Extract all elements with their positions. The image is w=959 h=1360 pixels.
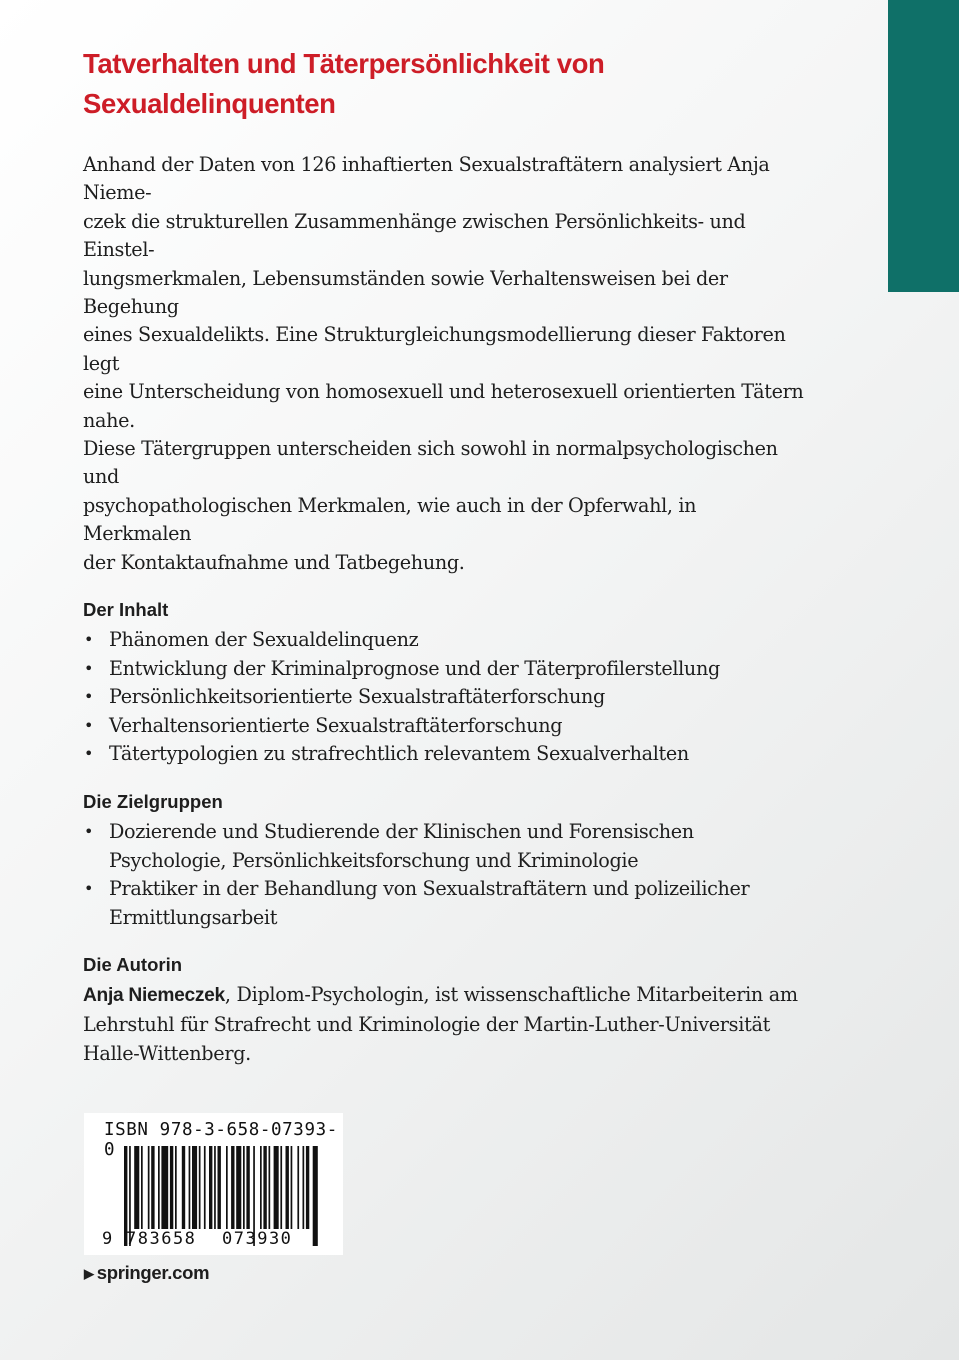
isbn-barcode bbox=[84, 1113, 343, 1255]
bullet-icon: • bbox=[84, 879, 94, 899]
intro-line: eine Unterscheidung von homosexuell und heterosexuell orientierten Tätern nahe. bbox=[83, 380, 804, 432]
back-cover-content bbox=[83, 44, 808, 1068]
list-item: • Tätertypologien zu strafrechtlich relevantem Sexualverhalten bbox=[83, 740, 808, 769]
list-item: • Phänomen der Sexualdelinquenz bbox=[83, 626, 808, 655]
bullet-icon: • bbox=[84, 630, 94, 650]
barcode-digits-right: 073930 bbox=[222, 1229, 293, 1249]
author-bio bbox=[83, 981, 808, 1068]
book-title: Tatverhalten und Täterpersönlichkeit von Sexualdelinquenten bbox=[83, 48, 605, 119]
author-bio-text: Halle-Wittenberg. bbox=[83, 1041, 251, 1065]
inhalt-heading: Der Inhalt bbox=[83, 599, 169, 621]
teal-tab-bar bbox=[888, 0, 959, 292]
bullet-icon: • bbox=[84, 658, 94, 678]
intro-line: Anhand der Daten von 126 inhaftierten Sexualstraftätern analysiert Anja Nieme- bbox=[83, 153, 770, 205]
intro-line: Diese Tätergruppen unterscheiden sich sowohl in normalpsychologischen und bbox=[83, 437, 778, 489]
list-item: • Entwicklung der Kriminalprognose und der Täterprofilerstellung bbox=[83, 655, 808, 684]
intro-line: lungsmerkmalen, Lebensumständen sowie Verhaltensweisen bei der Begehung bbox=[83, 266, 728, 319]
author-bio-text: Lehrstuhl für Strafrecht und Kriminologie der Martin-Luther-Universität bbox=[83, 1013, 771, 1037]
intro-line: der Kontaktaufnahme und Tatbegehung. bbox=[83, 550, 465, 574]
isbn-label: ISBN 978-3-658-07393-0 bbox=[104, 1120, 338, 1160]
zielgruppen-list bbox=[83, 818, 808, 932]
barcode-first-digit: 9 bbox=[102, 1229, 113, 1249]
author-name: Anja Niemeczek bbox=[83, 985, 225, 1007]
intro-paragraph bbox=[83, 151, 808, 577]
zielgruppen-heading: Die Zielgruppen bbox=[83, 791, 223, 813]
bullet-icon: • bbox=[84, 744, 94, 764]
bullet-icon: • bbox=[84, 687, 94, 707]
springer-link-text: springer.com bbox=[96, 1262, 210, 1283]
intro-line: czek die strukturellen Zusammenhänge zwischen Persönlichkeits- und Einstel- bbox=[83, 209, 746, 262]
springer-link[interactable] bbox=[84, 1262, 209, 1284]
author-bio-text: , Diplom-Psychologin, ist wissenschaftliche Mitarbeiterin am bbox=[224, 983, 798, 1007]
list-item: • Dozierende und Studierende der Klinischen und Forensischen Psychologie, Persönlichkeitsforschung und Kriminologie bbox=[84, 820, 694, 872]
list-item: • Praktiker in der Behandlung von Sexualstraftätern und polizeilicher Ermittlungsarbeit bbox=[84, 877, 750, 929]
bullet-icon: • bbox=[84, 822, 94, 842]
barcode-digits-left: 783658 bbox=[126, 1229, 197, 1249]
list-item: • Persönlichkeitsorientierte Sexualstraftäterforschung bbox=[83, 683, 808, 712]
intro-line: psychopathologischen Merkmalen, wie auch in der Opferwahl, in Merkmalen bbox=[83, 493, 697, 546]
autorin-heading: Die Autorin bbox=[83, 954, 183, 976]
arrow-right-icon: ▶ bbox=[84, 1266, 94, 1281]
barcode-bar bbox=[313, 1146, 318, 1246]
bullet-icon: • bbox=[84, 715, 94, 735]
inhalt-list bbox=[83, 626, 808, 769]
list-item: • Verhaltensorientierte Sexualstraftäterforschung bbox=[83, 712, 808, 741]
intro-line: eines Sexualdelikts. Eine Strukturgleichungsmodellierung dieser Faktoren legt bbox=[83, 323, 786, 375]
